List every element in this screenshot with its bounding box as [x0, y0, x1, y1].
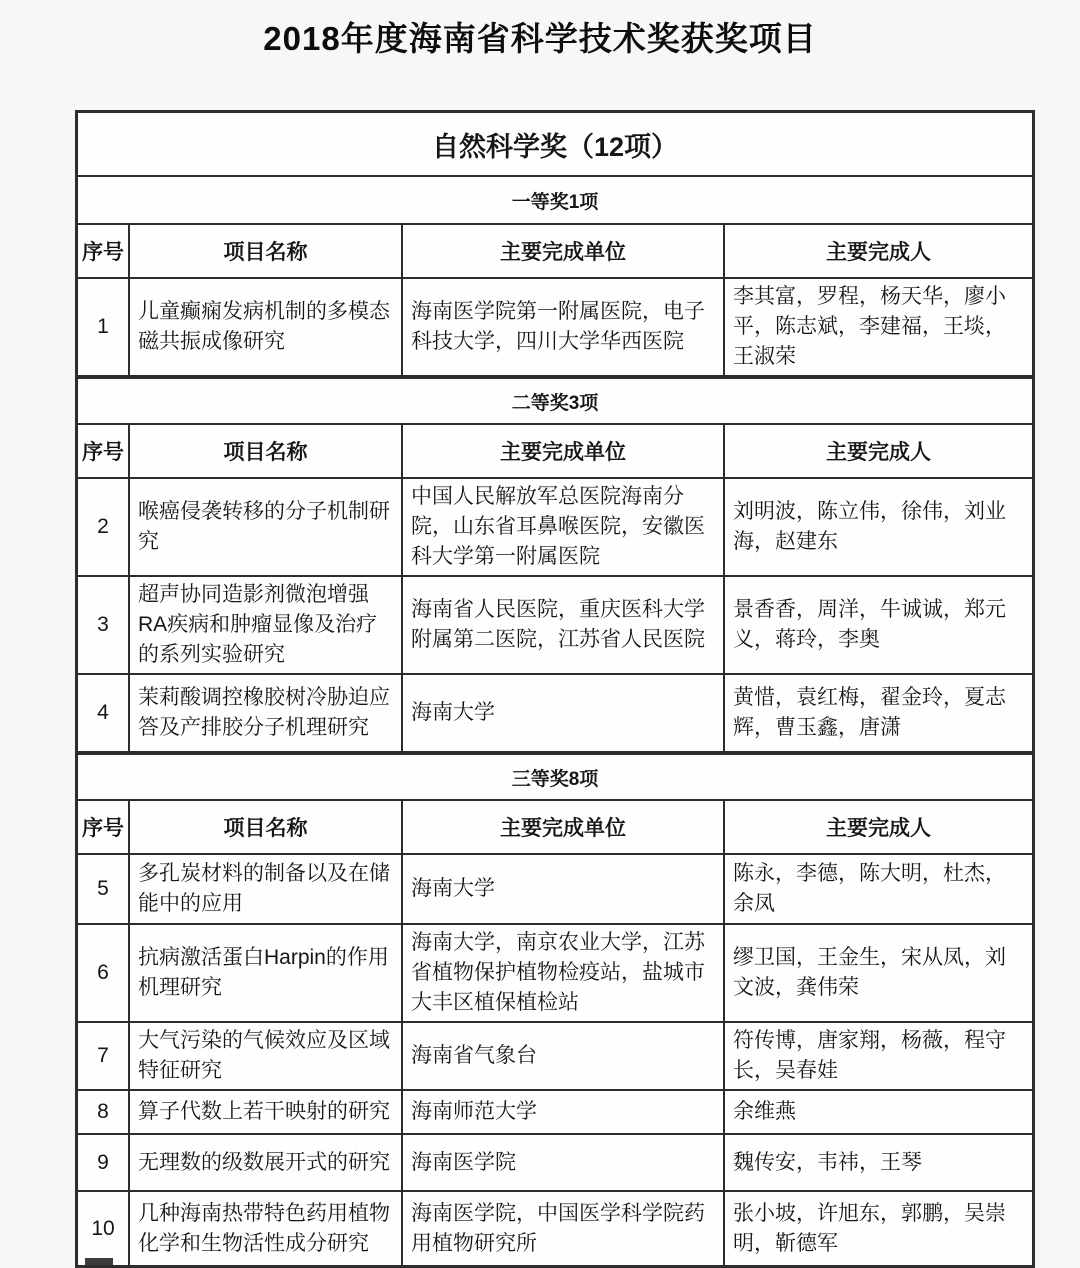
- col-header-people: 主要完成人: [826, 441, 931, 464]
- row-number-cell: 1: [78, 279, 130, 375]
- people-cell: 黄惜，袁红梅，翟金玲，夏志辉，曹玉鑫，唐潇: [733, 686, 1006, 739]
- col-header-no: 序号: [78, 425, 130, 477]
- table-row: [78, 1135, 1032, 1192]
- units-cell: 中国人民解放军总医院海南分院，山东省耳鼻喉医院，安徽医科大学第一附属医院: [403, 479, 725, 575]
- project-name-cell: 超声协同造影剂微泡增强RA疾病和肿瘤显像及治疗的系列实验研究: [130, 577, 403, 673]
- row-number-cell: 4: [78, 675, 130, 751]
- units-cell: 海南省气象台: [403, 1023, 725, 1089]
- category-title: 自然科学奖（12项）: [78, 113, 1032, 177]
- project-name-cell: 茉莉酸调控橡胶树冷胁迫应答及产排胶分子机理研究: [130, 675, 403, 751]
- project-name-cell: 抗病激活蛋白Harpin的作用机理研究: [130, 925, 403, 1021]
- units-cell: 海南大学: [403, 675, 725, 751]
- row-number-cell: 3: [78, 577, 130, 673]
- project-name-cell: 多孔炭材料的制备以及在储能中的应用: [130, 855, 403, 923]
- row-number-cell: 8: [78, 1091, 130, 1133]
- table-row: [78, 479, 1032, 577]
- table-header-row: [78, 425, 1032, 479]
- section-header-third-prize: 三等奖8项: [78, 753, 1032, 801]
- section-header-first-prize: 一等奖1项: [78, 177, 1032, 225]
- table-row: [78, 577, 1032, 675]
- units-cell: 海南医学院，中国医学科学院药用植物研究所: [403, 1192, 725, 1265]
- row-number-cell: 7: [78, 1023, 130, 1089]
- next-table-edge-fragment: [85, 1258, 113, 1265]
- units-cell: 海南师范大学: [403, 1091, 725, 1133]
- people-cell: 刘明波，陈立伟，徐伟，刘业海，赵建东: [733, 500, 1006, 553]
- units-cell: 海南大学: [403, 855, 725, 923]
- project-name-cell: 儿童癫痫发病机制的多模态磁共振成像研究: [130, 279, 403, 375]
- page-title: 2018年度海南省科学技术奖获奖项目: [263, 20, 817, 57]
- row-number-cell: 10: [78, 1192, 130, 1265]
- col-header-name: 项目名称: [130, 225, 403, 277]
- people-cell: 魏传安，韦祎，王琴: [733, 1150, 922, 1174]
- col-header-people: 主要完成人: [826, 241, 931, 264]
- section-header-second-prize: 二等奖3项: [78, 377, 1032, 425]
- table-header-row: [78, 801, 1032, 855]
- col-header-people: 主要完成人: [826, 817, 931, 840]
- table-row: [78, 675, 1032, 753]
- row-number-cell: 6: [78, 925, 130, 1021]
- table-row: [78, 1091, 1032, 1135]
- award-table: [75, 110, 1035, 1268]
- people-cell: 符传博，唐家翔，杨薇，程守长，吴春娃: [733, 1029, 1006, 1082]
- col-header-no: 序号: [78, 801, 130, 853]
- table-row: [78, 855, 1032, 925]
- col-header-units: 主要完成单位: [403, 801, 725, 853]
- people-cell: 张小坡，许旭东，郭鹏，吴崇明，靳德军: [733, 1201, 1006, 1255]
- table-row: [78, 1023, 1032, 1091]
- units-cell: 海南省人民医院，重庆医科大学附属第二医院，江苏省人民医院: [403, 577, 725, 673]
- table-header-row: [78, 225, 1032, 279]
- col-header-units: 主要完成单位: [403, 425, 725, 477]
- people-cell: 李其富，罗程，杨天华，廖小平，陈志斌，李建福，王埮，王淑荣: [733, 285, 1006, 368]
- col-header-name: 项目名称: [130, 425, 403, 477]
- units-cell: 海南医学院: [403, 1135, 725, 1190]
- table-row: [78, 1192, 1032, 1265]
- project-name-cell: 几种海南热带特色药用植物化学和生物活性成分研究: [130, 1192, 403, 1265]
- units-cell: 海南医学院第一附属医院，电子科技大学，四川大学华西医院: [403, 279, 725, 375]
- people-cell: 陈永，李德，陈大明，杜杰，余凤: [733, 862, 1006, 915]
- people-cell: 缪卫国，王金生，宋从凤，刘文波，龚伟荣: [733, 946, 1006, 999]
- project-name-cell: 算子代数上若干映射的研究: [130, 1091, 403, 1133]
- row-number-cell: 9: [78, 1135, 130, 1190]
- col-header-name: 项目名称: [130, 801, 403, 853]
- project-name-cell: 喉癌侵袭转移的分子机制研究: [130, 479, 403, 575]
- project-name-cell: 无理数的级数展开式的研究: [130, 1135, 403, 1190]
- row-number-cell: 2: [78, 479, 130, 575]
- row-number-cell: 5: [78, 855, 130, 923]
- col-header-units: 主要完成单位: [403, 225, 725, 277]
- table-row: [78, 279, 1032, 377]
- project-name-cell: 大气污染的气候效应及区域特征研究: [130, 1023, 403, 1089]
- col-header-no: 序号: [78, 225, 130, 277]
- table-row: [78, 925, 1032, 1023]
- units-cell: 海南大学，南京农业大学，江苏省植物保护植物检疫站，盐城市大丰区植保植检站: [403, 925, 725, 1021]
- people-cell: 余维燕: [733, 1100, 796, 1123]
- people-cell: 景香香，周洋，牛诚诚，郑元义，蒋玲，李奥: [733, 598, 1006, 651]
